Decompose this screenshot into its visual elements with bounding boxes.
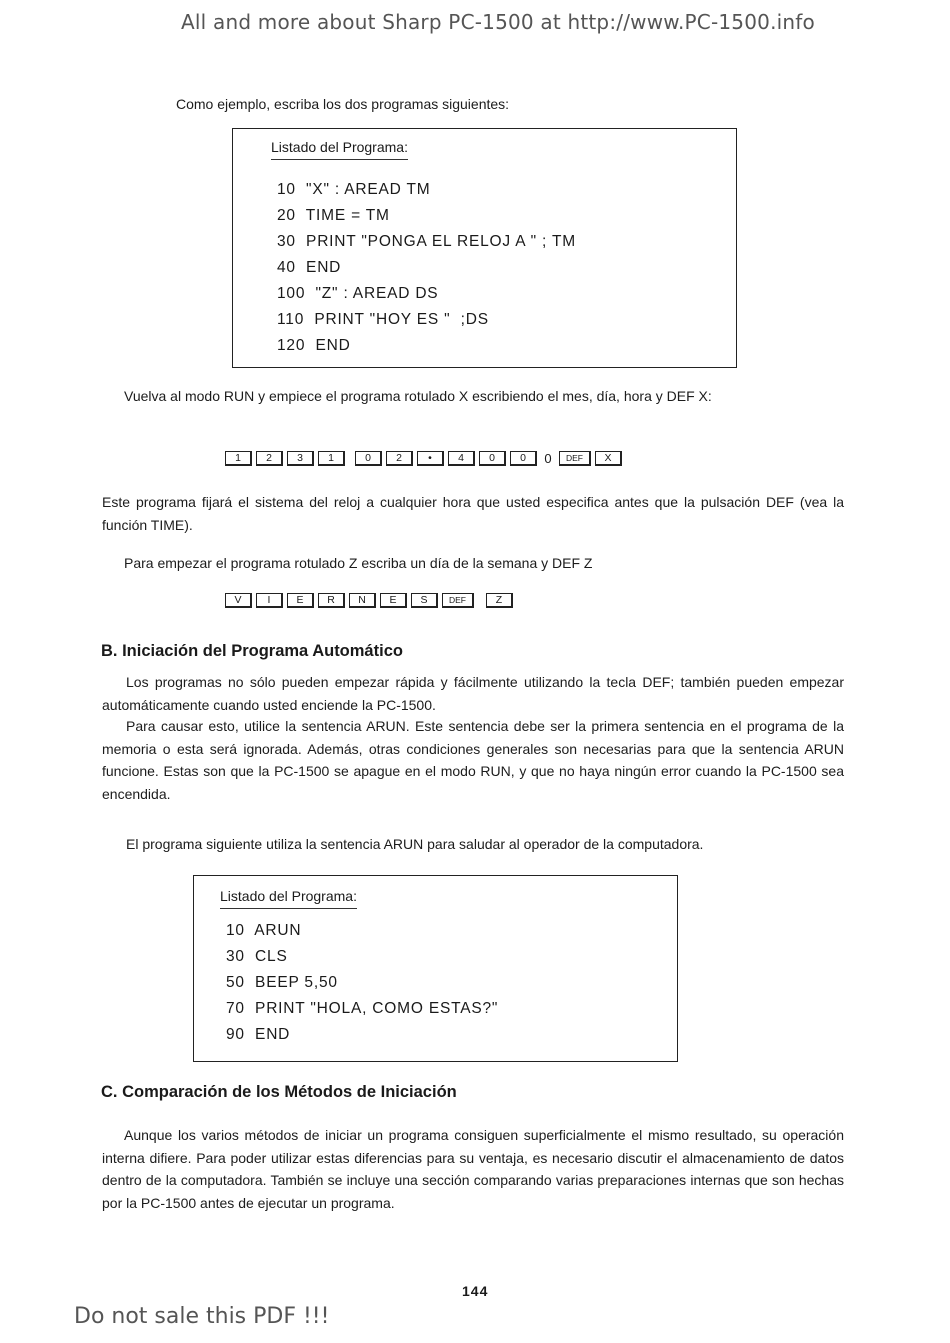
code-line: 90 END — [226, 1026, 291, 1043]
key-e: E — [380, 593, 407, 608]
key-v: V — [225, 593, 252, 608]
code-line: 100 "Z" : AREAD DS — [277, 285, 439, 302]
z-instruction: Para empezar el programa rotulado Z escriba un día de la semana y DEF Z — [124, 555, 593, 571]
code-line: 10 ARUN — [226, 922, 302, 939]
code-line: 30 PRINT "PONGA EL RELOJ A " ; TM — [277, 233, 576, 250]
intro-text: Como ejemplo, escriba los dos programas siguientes: — [176, 96, 510, 112]
key-0: 0 — [510, 451, 537, 466]
key-1: 1 — [318, 451, 345, 466]
key-x: X — [595, 451, 622, 466]
section-c-paragraph: Aunque los varios métodos de iniciar un programa consiguen superficialmente el mismo resultado, su operación interna difiere. Para poder utilizar estas diferencias para su ventaja, es necesario discutir el almacenamiento de datos dentro de la computadora. También se incluye una sección comparando varias preparaciones internas que son hechas por la PC-1500 antes de ejecutar un programa. — [102, 1127, 844, 1211]
section-b-paragraph-3: El programa siguiente utiliza la sentencia ARUN para saludar al operador de la computadora. — [126, 836, 704, 852]
section-b-paragraph-2: Para causar esto, utilice la sentencia ARUN. Este sentencia debe ser la primera sentencia en el programa de la memoria o esta será ignorada. Además, otras condiciones generales son necesarias para que la sentencia ARUN funcione. Estas son que la PC-1500 se apague en el modo RUN, y que no haya ningún error cuando la PC-1500 sea encendida. — [102, 718, 844, 802]
header-note: All and more about Sharp PC-1500 at http://www.PC-1500.info — [181, 10, 815, 34]
footer-note: Do not sale this PDF !!! — [74, 1304, 330, 1329]
key-4: 4 — [448, 451, 475, 466]
section-c-heading: C. Comparación de los Métodos de Iniciación — [101, 1083, 457, 1101]
code-line: 70 PRINT "HOLA, COMO ESTAS?" — [226, 1000, 499, 1017]
listing-1-code — [277, 177, 576, 359]
run-instruction: Vuelva al modo RUN y empiece el programa rotulado X escribiendo el mes, día, hora y DEF X: — [124, 388, 712, 404]
listing-1-title: Listado del Programa: — [271, 139, 408, 160]
section-b-heading: B. Iniciación del Programa Automático — [101, 642, 403, 660]
section-b-paragraph-1: Los programas no sólo pueden empezar rápida y fácilmente utilizando la tecla DEF; también pueden empezar automáticamente cuando usted enciende la PC-1500. — [102, 674, 844, 713]
key-1: 1 — [225, 451, 252, 466]
page-number: 144 — [462, 1283, 489, 1299]
listing-2-title: Listado del Programa: — [220, 888, 357, 909]
key-2: 2 — [386, 451, 413, 466]
key-0: 0 — [355, 451, 382, 466]
key-3: 3 — [287, 451, 314, 466]
key-sequence-z — [225, 593, 517, 608]
code-line: 40 END — [277, 259, 342, 276]
key-s: S — [411, 593, 438, 608]
key-e: E — [287, 593, 314, 608]
program-listing-1 — [232, 128, 737, 368]
explanation-text: Este programa fijará el sistema del reloj a cualquier hora que usted especifica antes que la pulsación DEF (vea la función TIME). — [102, 494, 844, 533]
code-line: 10 "X" : AREAD TM — [277, 181, 431, 198]
key-0: 0 — [479, 451, 506, 466]
code-line: 110 PRINT "HOY ES " ;DS — [277, 311, 489, 328]
code-line: 20 TIME = TM — [277, 207, 390, 224]
key-0: 0 — [541, 451, 555, 466]
key-r: R — [318, 593, 345, 608]
key-dot: • — [417, 451, 444, 466]
listing-2-code — [226, 918, 498, 1048]
program-listing-2 — [193, 875, 678, 1062]
code-line: 30 CLS — [226, 948, 288, 965]
key-def: DEF — [559, 451, 591, 466]
key-def: DEF — [442, 593, 474, 608]
code-line: 120 END — [277, 337, 351, 354]
key-sequence-x — [225, 451, 626, 466]
key-n: N — [349, 593, 376, 608]
key-i: I — [256, 593, 283, 608]
key-z: Z — [486, 593, 513, 608]
code-line: 50 BEEP 5,50 — [226, 974, 338, 991]
key-2: 2 — [256, 451, 283, 466]
